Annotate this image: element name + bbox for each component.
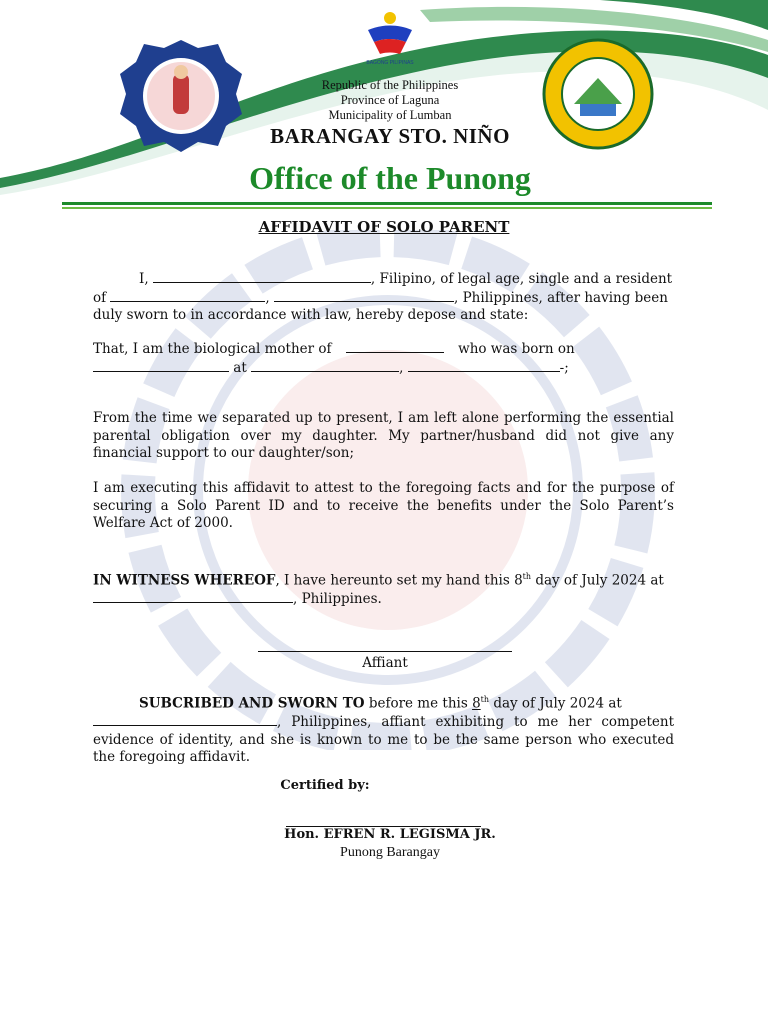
- p5-bold: IN WITNESS WHEREOF: [93, 572, 276, 589]
- header-country: Republic of the Philippines: [321, 78, 459, 92]
- certified-by-label: Certified by:: [280, 778, 370, 793]
- paragraph-1: [93, 270, 674, 325]
- signatory-name: Hon. EFREN R. LEGISMA JR.: [284, 827, 496, 842]
- header-municipality: Municipality of Lumban: [328, 108, 452, 122]
- p6-sup: th: [480, 695, 490, 704]
- p1-e: , Philippines, after having been: [454, 289, 668, 306]
- birth-place-blank-1: [251, 359, 399, 372]
- witness-place-blank: [93, 590, 293, 603]
- p6-c: , Philippines, affiant exhibiting to me her competent evidence of identity, and she is known to me to be the same person who executed the foregoing affidavit.: [93, 714, 674, 765]
- affiant-label: Affiant: [362, 655, 408, 671]
- p2-b: who was born on: [458, 341, 575, 357]
- p2-c: at: [233, 359, 247, 376]
- paragraph-2: [93, 340, 674, 377]
- p6-b: day of July 2024 at: [489, 695, 622, 712]
- p1-d: ,: [265, 289, 270, 306]
- sworn-place-blank: [93, 713, 277, 726]
- paragraph-5: [93, 568, 674, 609]
- p1-a: I,: [139, 271, 149, 287]
- affiant-signature-line: [258, 651, 512, 652]
- header-rule-light: [62, 207, 712, 209]
- paragraph-3: From the time we separated up to present, I am left alone performing the essential parental obligation over my daughter. My partner/husband did not give any financial support to our daughter/son;: [93, 410, 674, 461]
- p2-a: That, I am the biological mother of: [93, 341, 332, 357]
- bp-logo-text: BAGONG PILIPINAS: [366, 60, 414, 66]
- p5-b: day of July 2024 at: [531, 572, 664, 589]
- bagong-pilipinas-logo-icon: [362, 10, 418, 68]
- name-blank: [153, 270, 371, 283]
- p1-c: of: [93, 289, 107, 306]
- p2-e: -;: [559, 359, 569, 376]
- p2-d: ,: [399, 359, 404, 376]
- signatory-title: Punong Barangay: [340, 845, 440, 860]
- p6-a: before me this: [364, 695, 473, 712]
- p5-sup: th: [522, 572, 532, 581]
- paragraph-4: I am executing this affidavit to attest to the foregoing facts and for the purpose of securing a Solo Parent ID and to receive the benefits under the Solo Parent’s Welfare Act of 2000.: [93, 480, 674, 531]
- birth-place-blank-2: [408, 359, 560, 372]
- address-blank-1: [110, 289, 265, 302]
- p6-bold: SUBCRIBED AND SWORN TO: [139, 695, 365, 712]
- header-province: Province of Laguna: [340, 93, 440, 107]
- document-title: AFFIDAVIT OF SOLO PARENT: [258, 218, 510, 236]
- p1-f: duly sworn to in accordance with law, hereby depose and state:: [93, 307, 529, 323]
- p5-c: , Philippines.: [293, 591, 382, 607]
- p6-num: 8: [472, 695, 481, 712]
- office-title: Office of the Punong: [249, 160, 531, 196]
- header-rule-dark: [62, 202, 712, 205]
- birth-date-blank: [93, 359, 229, 372]
- p1-b: , Filipino, of legal age, single and a resident: [370, 271, 673, 287]
- address-blank-2: [274, 289, 454, 302]
- child-name-blank: [346, 340, 444, 353]
- barangay-name: BARANGAY STO. NIÑO: [270, 124, 510, 148]
- p5-a: , I have hereunto set my hand this 8: [275, 572, 523, 589]
- paragraph-6: [93, 691, 674, 767]
